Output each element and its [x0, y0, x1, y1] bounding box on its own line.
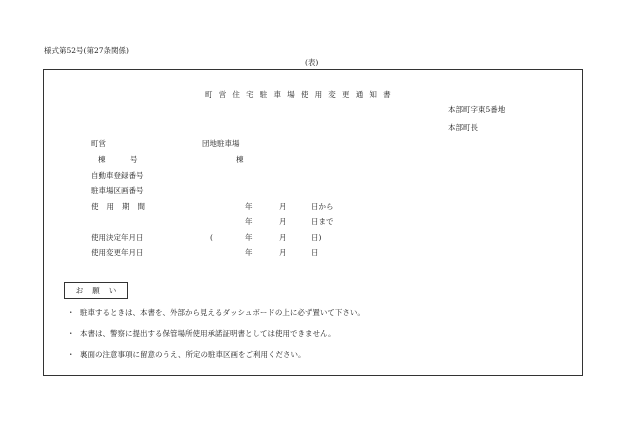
issuer-name: 本部町長	[448, 123, 478, 132]
building-label: 棟	[98, 155, 106, 164]
decision-date-open-paren: (	[210, 233, 213, 242]
notice-heading-box	[64, 282, 128, 299]
period-start-month: 月	[279, 202, 287, 211]
usage-period-label: 使用期間	[91, 202, 153, 211]
notice-item-1: 駐車するときは、本書を、外部から見えるダッシュボードの上に必ず置いて下さい。	[80, 308, 365, 317]
decision-date-year: 年	[245, 233, 253, 242]
complex-parking-label: 団地駐車場	[202, 139, 240, 148]
period-end-day: 日まで	[311, 217, 334, 226]
decision-date-label: 使用決定年月日	[91, 233, 144, 242]
notice-bullet-3: ・	[67, 350, 75, 359]
town-label: 町営	[91, 139, 106, 148]
building-unit-label: 棟	[236, 155, 244, 164]
parking-slot-label: 駐車場区画番号	[91, 186, 144, 195]
notification-form	[43, 69, 583, 376]
notice-bullet-1: ・	[67, 308, 75, 317]
form-number: 様式第52号(第27条関係)	[44, 46, 129, 55]
notice-item-3: 裏面の注意事項に留意のうえ、所定の駐車区画をご利用ください。	[80, 350, 306, 359]
number-label: 号	[130, 155, 138, 164]
period-end-month: 月	[279, 217, 287, 226]
document-title: 町営住宅駐車場使用変更通知書	[205, 90, 397, 99]
issuer-address: 本部町字東5番地	[448, 105, 506, 114]
notice-item-2: 本書は、警察に提出する保管場所使用承諾証明書としては使用できません。	[80, 329, 336, 338]
period-end-year: 年	[245, 217, 253, 226]
side-indicator: (表)	[305, 58, 319, 67]
decision-date-month: 月	[279, 233, 287, 242]
change-date-label: 使用変更年月日	[91, 248, 144, 257]
change-date-year: 年	[245, 248, 253, 257]
period-start-day: 日から	[311, 202, 334, 211]
period-start-year: 年	[245, 202, 253, 211]
change-date-month: 月	[279, 248, 287, 257]
vehicle-registration-label: 自動車登録番号	[91, 171, 144, 180]
notice-heading: お願い	[75, 286, 126, 295]
change-date-day: 日	[311, 248, 319, 257]
notice-bullet-2: ・	[67, 329, 75, 338]
decision-date-day: 日)	[311, 233, 322, 242]
